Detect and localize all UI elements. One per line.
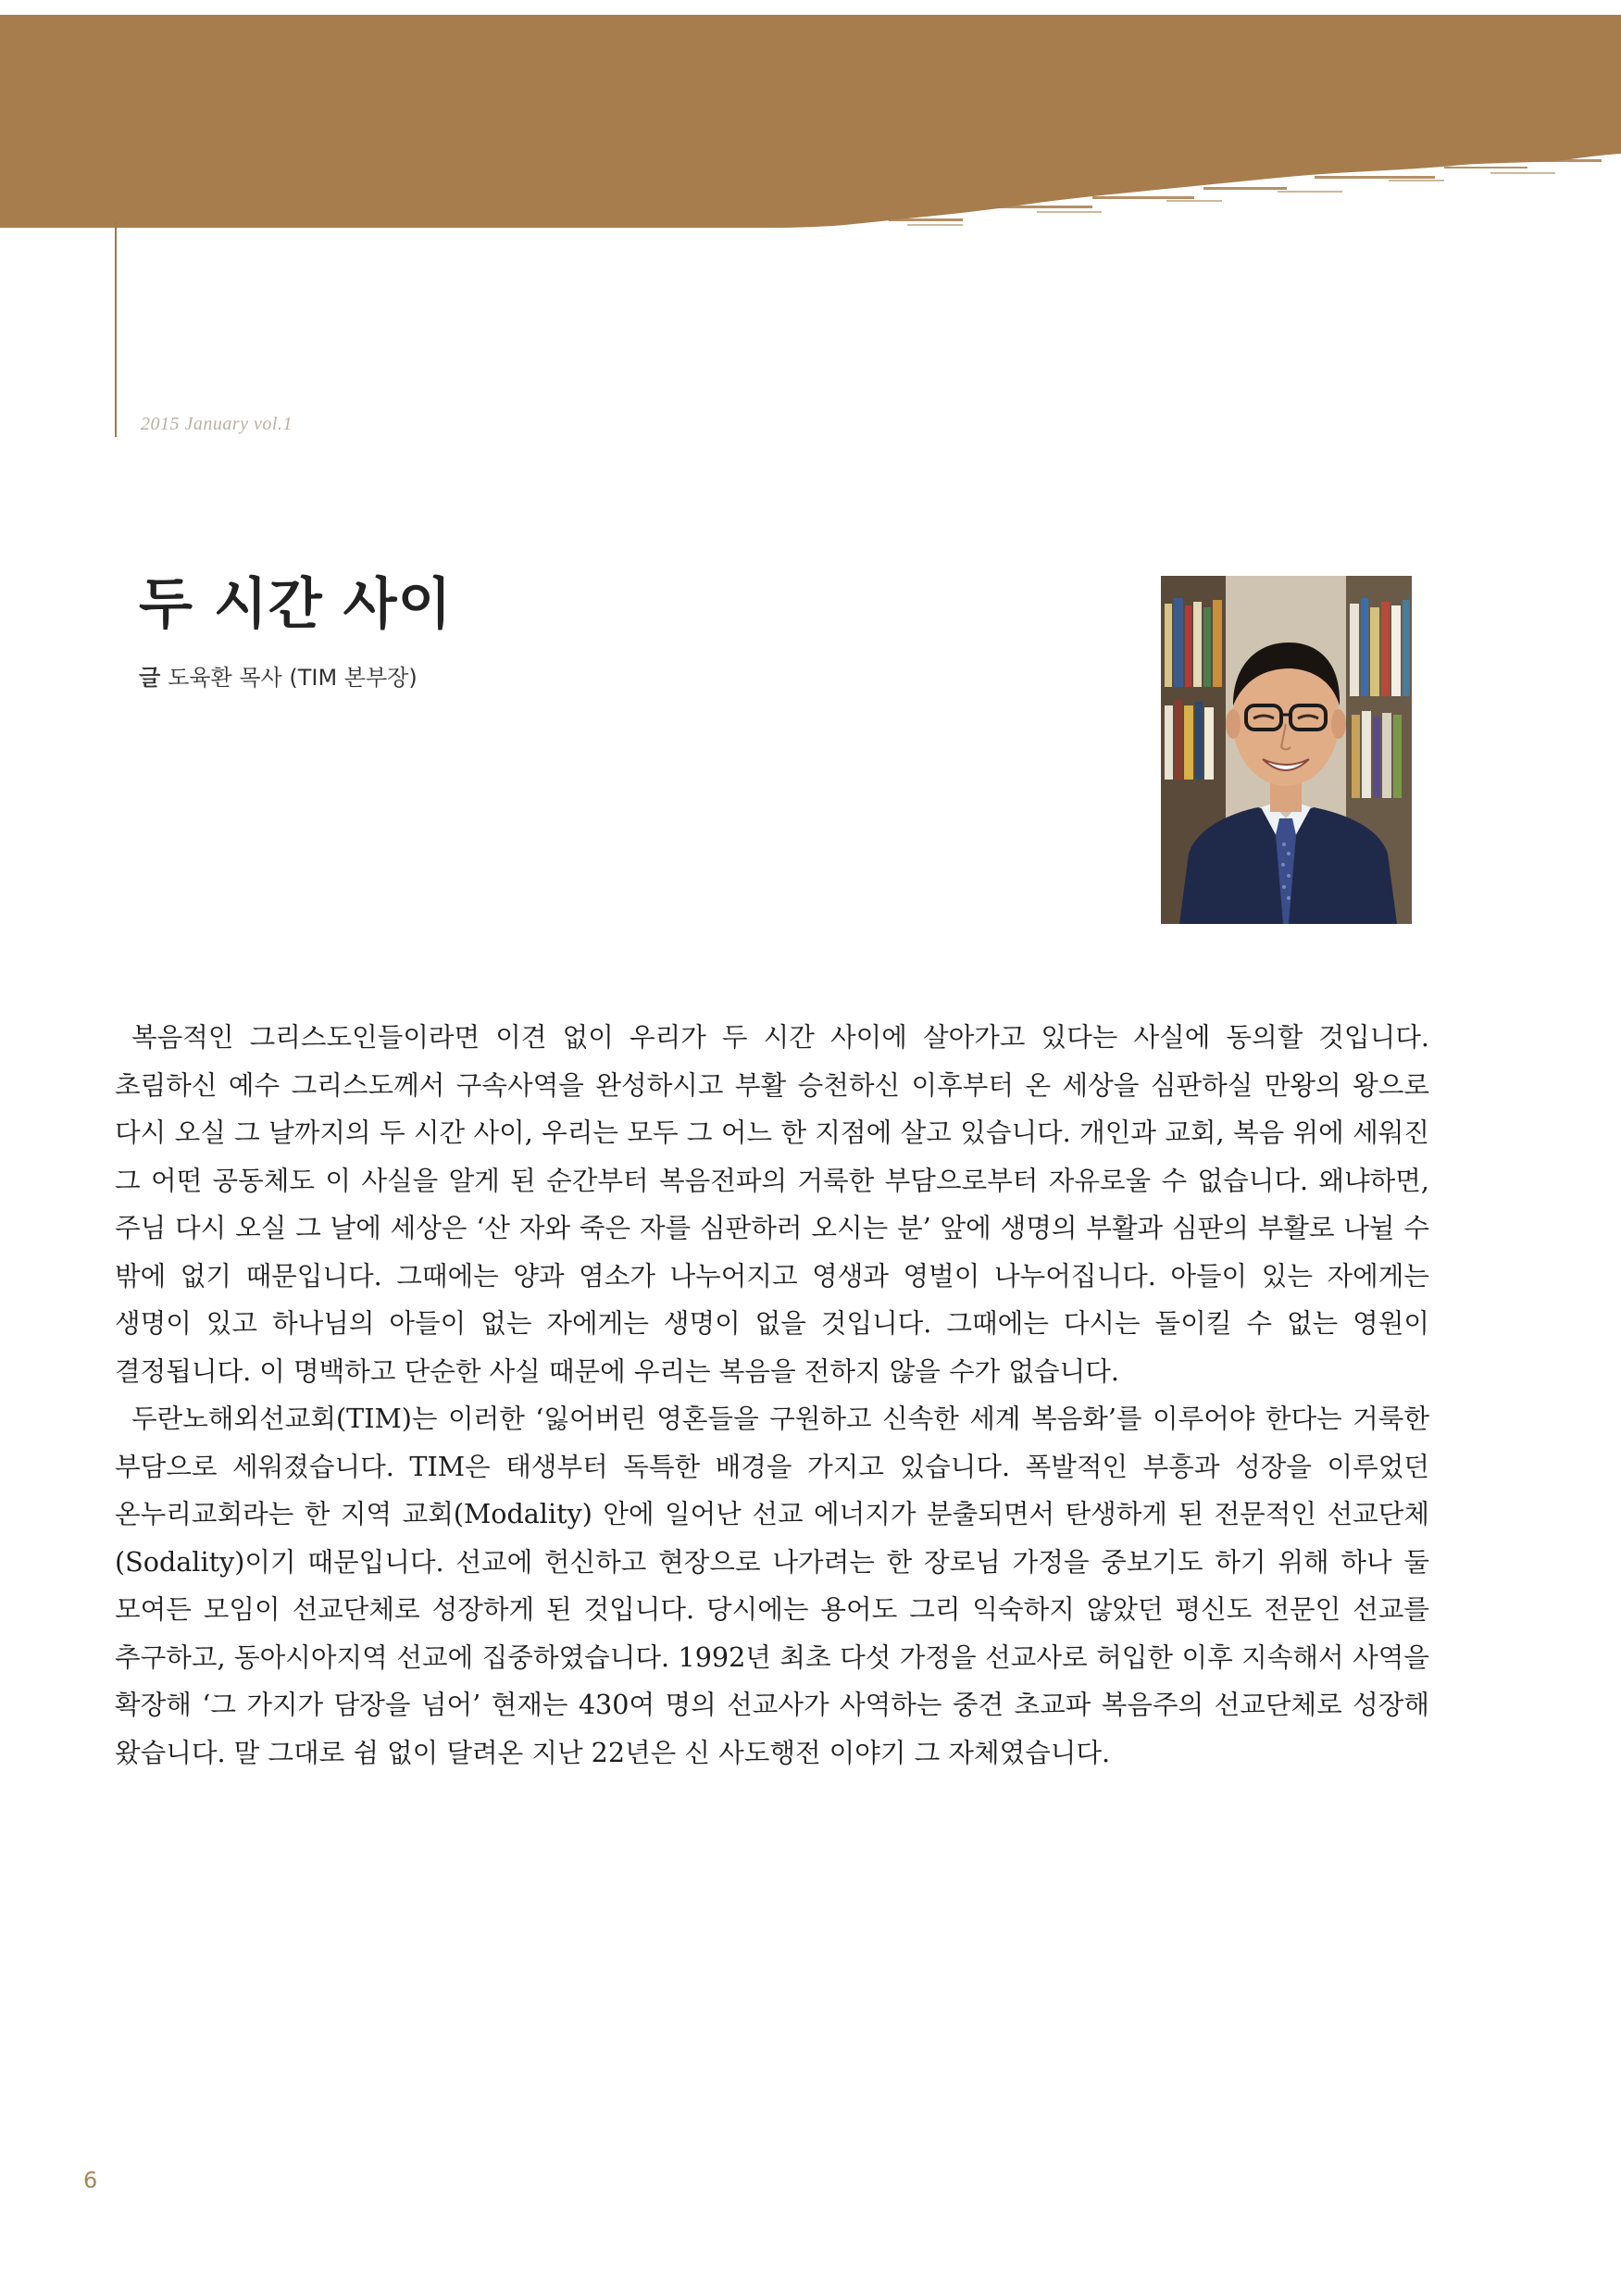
page-number: 6 <box>83 2167 98 2193</box>
brush-stroke-graphic <box>0 15 1621 237</box>
article-body <box>115 1014 1429 1777</box>
author-portrait-photo <box>1161 576 1412 924</box>
article-title: 두 시간 사이 <box>139 572 453 637</box>
vertical-rule <box>115 222 117 437</box>
article-paragraph-2: 두란노해외선교회(TIM)는 이러한 ‘잃어버린 영혼들을 구원하고 신속한 세계 복음화’를 이루어야 한다는 거룩한 부담으로 세워졌습니다. TIM은 태생부터 독특한 배경을 가지고 있습니다. 폭발적인 부흥과 성장을 이루었던 온누리교회라는 한 지역 교회(Modality) 안에 일어난 선교 에너지가 분출되면서 탄생하게 된 전문적인 선교단체(Sodality)이기 때문입니다. 선교에 헌신하고 현장으로 나가려는 한 장로님 가정을 중보기도 하기 위해 하나 둘 모여든 모임이 선교단체로 성장하게 된 것입니다. 당시에는 용어도 그리 익숙하지 않았던 평신도 전문인 선교를 추구하고, 동아시아지역 선교에 집중하였습니다. 1992년 최초 다섯 가정을 선교사로 허입한 이후 지속해서 사역을 확장해 ‘그 가지가 담장을 넘어’ 현재는 430여 명의 선교사가 사역하는 중견 초교파 복음주의 선교단체로 성장해 왔습니다. 말 그대로 쉼 없이 달려온 지난 22년은 신 사도행전 이야기 그 자체였습니다. <box>115 1403 1429 1768</box>
article-paragraph-1: 복음적인 그리스도인들이라면 이견 없이 우리가 두 시간 사이에 살아가고 있다는 사실에 동의할 것입니다. 초림하신 예수 그리스도께서 구속사역을 완성하시고 부활 승천하신 이후부터 온 세상을 심판하실 만왕의 왕으로 다시 오실 그 날까지의 두 시간 사이, 우리는 모두 그 어느 한 지점에 살고 있습니다. 개인과 교회, 복음 위에 세워진 그 어떤 공동체도 이 사실을 알게 된 순간부터 복음전파의 거룩한 부담으로부터 자유로울 수 없습니다. 왜냐하면, 주님 다시 오실 그 날에 세상은 ‘산 자와 죽은 자를 심판하러 오시는 분’ 앞에 생명의 부활과 심판의 부활로 나뉠 수 밖에 없기 때문입니다. 그때에는 양과 염소가 나누어지고 영생과 영벌이 나누어집니다. 아들이 있는 자에게는 생명이 있고 하나님의 아들이 없는 자에게는 생명이 없을 것입니다. 그때에는 다시는 돌이킬 수 없는 영원이 결정됩니다. 이 명백하고 단순한 사실 때문에 우리는 복음을 전하지 않을 수가 없습니다. <box>115 1021 1429 1387</box>
byline-prefix: 글 <box>139 665 161 691</box>
band-fill <box>0 15 1621 228</box>
byline <box>139 659 418 692</box>
byline-author: 도육환 목사 (TIM 본부장) <box>168 665 418 691</box>
author-portrait <box>1161 576 1412 924</box>
issue-label: 2015 January vol.1 <box>141 414 293 434</box>
header-brush-band <box>0 15 1621 237</box>
